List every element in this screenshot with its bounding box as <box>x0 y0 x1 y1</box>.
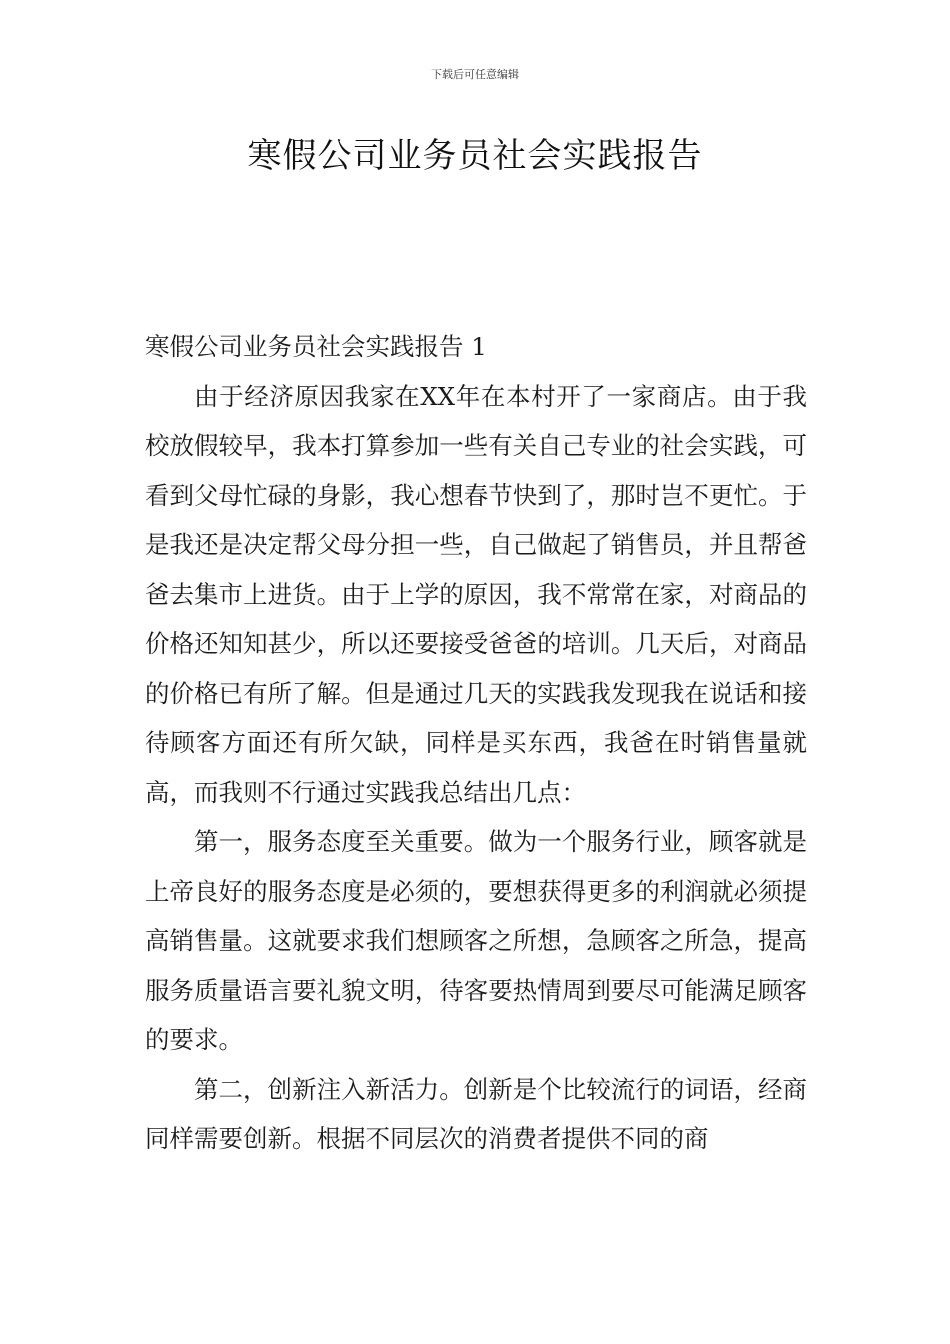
section-title: 寒假公司业务员社会实践报告 1 <box>145 332 487 361</box>
paragraph-first-point: 第一，服务态度至关重要。做为一个服务行业，顾客就是上帝良好的服务态度是必须的，要想获得更多的利润就必须提高销售量。这就要求我们想顾客之所想，急顾客之所急，提高服务质量语言要礼貌文明，待客要热情周到要尽可能满足顾客的要求。 <box>145 827 807 1054</box>
header-note: 下载后可任意编辑 <box>431 68 519 81</box>
document-title: 寒假公司业务员社会实践报告 <box>247 136 703 176</box>
paragraph-second-point: 第二，创新注入新活力。创新是个比较流行的词语，经商同样需要创新。根据不同层次的消费者提供不同的商 <box>145 1074 807 1153</box>
document-body <box>145 322 807 1164</box>
paragraph-intro: 由于经济原因我家在XX年在本村开了一家商店。由于我校放假较早，我本打算参加一些有关自己专业的社会实践，可看到父母忙碌的身影，我心想春节快到了，那时岂不更忙。于是我还是决定帮父母分担一些，自己做起了销售员，并且帮爸爸去集市上进货。由于上学的原因，我不常常在家，对商品的价格还知知甚少，所以还要接受爸爸的培训。几天后，对商品的价格已有所了解。但是通过几天的实践我发现我在说话和接待顾客方面还有所欠缺，同样是买东西，我爸在时销售量就高，而我则不行通过实践我总结出几点： <box>145 381 807 807</box>
